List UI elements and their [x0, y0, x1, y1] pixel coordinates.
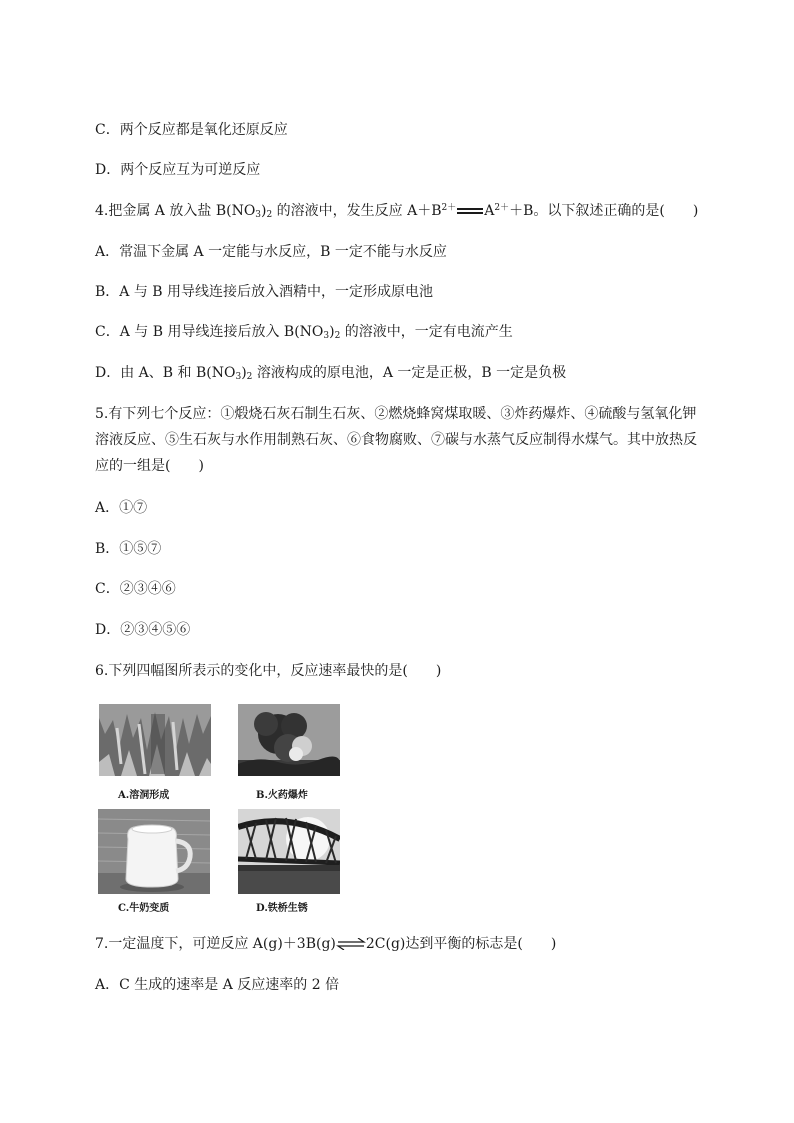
caption-d: D.铁桥生锈	[256, 903, 308, 914]
equals-arrow-icon	[456, 207, 484, 215]
q3-option-c: C．两个反应都是氧化还原反应	[95, 122, 288, 138]
q5-option-d: D．②③④⑤⑥	[95, 622, 191, 638]
q7-stem: 7.一定温度下，可逆反应 A(g)＋3B(g) 2C(g)达到平衡的标志是( )	[95, 936, 557, 952]
q4-stem: 4.把金属 A 放入盐 $B(NO_3)_2$ 的溶液中，发生反应 $A+B^{2+}$ $A^{2+}+B$。以下叙述正确的是( )	[95, 203, 699, 220]
q4-option-c: C．A 与 B 用导线连接后放入 $B(NO_3)_2$ 的溶液中，一定有电流产生	[95, 324, 513, 341]
milk-image	[98, 809, 210, 894]
q5-stem: 5.有下列七个反应：①煅烧石灰石制生石灰、②燃烧蜂窝煤取暖、③炸药爆炸、④硫酸与氢氧化钾溶液反应、⑤生石灰与水作用制熟石灰、⑥食物腐败、⑦碳与水蒸气反应制得水煤气。其中放热反应的一组是( )	[95, 406, 697, 474]
caption-a: A.溶洞形成	[118, 790, 170, 801]
q7-option-a: A．C 生成的速率是 A 反应速率的 2 倍	[95, 977, 340, 993]
caption-b: B.火药爆炸	[256, 790, 308, 801]
caption-c: C.牛奶变质	[118, 903, 170, 914]
explosion-image	[238, 704, 340, 776]
q4-option-d: D．由 A、B 和 $B(NO_3)_2$ 溶液构成的原电池，A 一定是正极，B 一定是负极	[95, 365, 567, 382]
q3-option-d: D．两个反应互为可逆反应	[95, 162, 261, 178]
figure-explosion	[238, 704, 340, 804]
q4-option-a: A．常温下金属 A 一定能与水反应，B 一定不能与水反应	[95, 244, 447, 260]
figure-cave-formation	[99, 704, 211, 804]
q5-option-c: C．②③④⑥	[95, 581, 176, 597]
q5-option-b: B．①⑤⑦	[95, 541, 162, 557]
figure-iron-bridge	[238, 809, 340, 913]
q4-option-b: B．A 与 B 用导线连接后放入酒精中，一定形成原电池	[95, 284, 434, 300]
bridge-image	[238, 809, 340, 894]
q5-option-a: A．①⑦	[95, 500, 148, 516]
reversible-arrow-icon	[336, 938, 366, 950]
q6-stem: 6.下列四幅图所表示的变化中，反应速率最快的是( )	[95, 663, 442, 679]
cave-image	[99, 704, 211, 776]
figure-milk	[98, 809, 210, 913]
